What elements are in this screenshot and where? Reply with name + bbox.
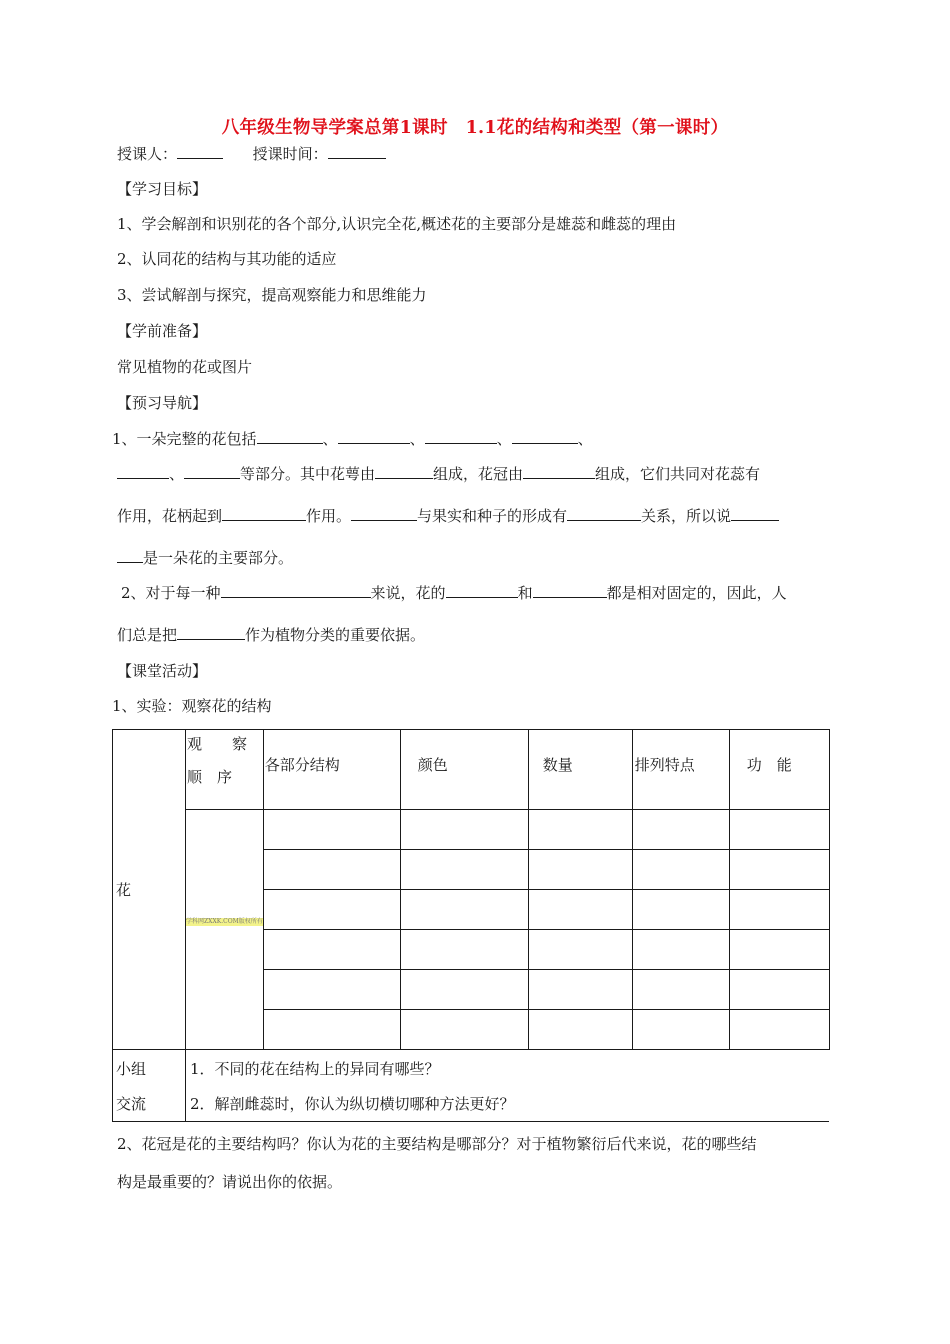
table-cell[interactable] [632, 1010, 729, 1050]
table-cell[interactable] [528, 1010, 632, 1050]
preview-text: 们总是把 [117, 626, 178, 644]
table-cell[interactable] [528, 970, 632, 1010]
row-label-flower [113, 730, 186, 1050]
time-blank [328, 144, 386, 159]
table-cell[interactable] [400, 1010, 528, 1050]
section-preview: 【预习导航】 [117, 394, 208, 412]
fill-blank [567, 506, 641, 521]
table-cell[interactable] [729, 1010, 829, 1050]
table-cell[interactable] [729, 890, 829, 930]
preview-text: 1、一朵完整的花包括 [112, 430, 257, 448]
table-cell[interactable] [729, 810, 829, 850]
fill-blank [177, 625, 245, 640]
time-label: 授课时间： [252, 145, 328, 163]
fill-blank [221, 583, 371, 598]
table-cell[interactable] [263, 970, 400, 1010]
table-cell[interactable] [632, 930, 729, 970]
preview-text: 组成，它们共同对花蕊有 [595, 465, 761, 483]
preview-text: 与果实和种子的形成有 [417, 507, 568, 525]
teacher-line [117, 143, 386, 164]
table-cell[interactable] [263, 890, 400, 930]
header-structure: 各部分结构 [263, 730, 400, 810]
preview-text: 作用，花柄起到 [117, 507, 223, 525]
fill-blank [533, 583, 607, 598]
fill-blank [512, 429, 578, 444]
preview-q1-line1 [112, 428, 593, 449]
section-goals: 【学习目标】 [117, 180, 208, 198]
preview-text: 等部分。其中花萼由 [240, 465, 376, 483]
table-cell[interactable] [632, 890, 729, 930]
discussion-question: 1．不同的花在结构上的异同有哪些？ [190, 1060, 440, 1078]
preview-text: 作用。 [306, 507, 352, 525]
table-cell[interactable] [528, 890, 632, 930]
group-label-line1: 小组 [116, 1060, 147, 1078]
table-cell[interactable] [528, 850, 632, 890]
activity-title: 1、实验：观察花的结构 [112, 697, 272, 715]
header-quantity: 数量 [528, 730, 632, 810]
teacher-blank [177, 144, 223, 159]
section-class: 【课堂活动】 [117, 662, 208, 680]
group-label-line2: 交流 [116, 1095, 147, 1113]
preview-text: 2、对于每一种 [121, 584, 221, 602]
fill-blank [351, 506, 417, 521]
header-function: 功 能 [729, 730, 829, 810]
preview-text: 来说，花的 [370, 584, 446, 602]
teacher-label: 授课人： [117, 145, 178, 163]
observation-table [112, 729, 830, 1122]
watermark: 学科网ZXXK.COM版权所有 [186, 918, 263, 925]
preview-q2-line2 [117, 624, 425, 645]
table-cell[interactable] [263, 1010, 400, 1050]
separator: 、 [409, 430, 425, 448]
question-2-line2: 构是最重要的？请说出你的依据。 [117, 1173, 343, 1191]
table-cell[interactable] [400, 850, 528, 890]
table-cell[interactable] [263, 810, 400, 850]
goal-item: 1、学会解剖和识别花的各个部分,认识完全花,概述花的主要部分是雄蕊和雌蕊的理由 [117, 215, 677, 233]
goal-item: 2、认同花的结构与其功能的适应 [117, 250, 337, 268]
separator: 、 [322, 430, 338, 448]
fill-blank [731, 506, 779, 521]
table-cell[interactable] [632, 850, 729, 890]
goal-item: 3、尝试解剖与探究，提高观察能力和思维能力 [117, 286, 427, 304]
preview-text: 关系，所以说 [641, 507, 732, 525]
fill-blank [338, 429, 410, 444]
row-label-text: 花 [116, 881, 132, 899]
fill-blank [222, 506, 306, 521]
fill-blank [375, 464, 433, 479]
preview-text: 和 [517, 584, 533, 602]
header-color: 颜色 [400, 730, 528, 810]
preview-q1-line4 [117, 547, 293, 568]
group-discussion-label [113, 1050, 186, 1122]
table-cell[interactable] [729, 850, 829, 890]
table-cell[interactable] [632, 810, 729, 850]
table-cell[interactable] [528, 930, 632, 970]
order-header-cell [186, 730, 264, 810]
separator: 、 [577, 430, 593, 448]
discussion-question: 2．解剖雌蕊时，你认为纵切横切哪种方法更好？ [190, 1095, 515, 1113]
preview-q1-line2 [117, 463, 760, 484]
group-discussion-questions [186, 1050, 830, 1122]
fill-blank [425, 429, 497, 444]
table-cell[interactable] [400, 810, 528, 850]
preview-q1-line3 [117, 505, 779, 526]
table-cell[interactable] [729, 970, 829, 1010]
fill-blank [117, 464, 169, 479]
page-title: 八年级生物导学案总第1课时 1.1花的结构和类型（第一课时） [221, 118, 729, 138]
order-header-bottom: 顺 序 [187, 768, 233, 786]
table-cell[interactable] [632, 970, 729, 1010]
table-cell[interactable] [263, 930, 400, 970]
table-cell[interactable] [400, 890, 528, 930]
table-cell[interactable] [729, 930, 829, 970]
order-cell [186, 810, 264, 1050]
preview-text: 是一朵花的主要部分。 [143, 549, 294, 567]
fill-blank [184, 464, 240, 479]
table-cell[interactable] [400, 970, 528, 1010]
table-cell[interactable] [263, 850, 400, 890]
preview-text: 作为植物分类的重要依据。 [245, 626, 426, 644]
preview-q2-line1 [121, 582, 787, 603]
fill-blank [523, 464, 595, 479]
preview-text: 都是相对固定的，因此，人 [606, 584, 787, 602]
header-arrangement: 排列特点 [632, 730, 729, 810]
separator: 、 [169, 465, 185, 483]
order-header-top: 观 察 [187, 735, 248, 753]
table-cell[interactable] [528, 810, 632, 850]
section-prep: 【学前准备】 [117, 322, 208, 340]
separator: 、 [496, 430, 512, 448]
prep-text: 常见植物的花或图片 [117, 358, 253, 376]
question-2-line1: 2、花冠是花的主要结构吗？你认为花的主要结构是哪部分？对于植物繁衍后代来说，花的哪些结 [117, 1135, 757, 1153]
preview-text: 组成，花冠由 [433, 465, 524, 483]
table-cell[interactable] [400, 930, 528, 970]
fill-blank [257, 429, 323, 444]
fill-blank [446, 583, 518, 598]
fill-blank [117, 548, 143, 563]
